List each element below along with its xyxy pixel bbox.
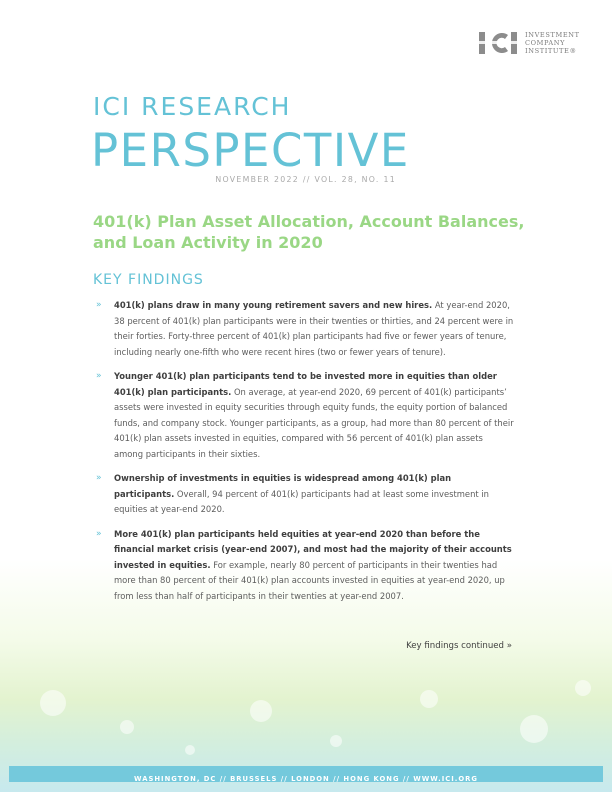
issue-date: NOVEMBER 2022 // VOL. 28, NO. 11 bbox=[215, 175, 396, 184]
chevron-bullet-icon: » bbox=[96, 473, 102, 483]
ici-logo bbox=[478, 30, 588, 56]
bokeh-decoration bbox=[40, 690, 66, 716]
finding-lead: Younger 401(k) plan participants tend to be invested more in equities than older 401(k) plan participants. bbox=[114, 371, 497, 397]
finding-lead: Ownership of investments in equities is widespread among 401(k) plan participants. bbox=[114, 473, 452, 499]
report-title: 401(k) Plan Asset Allocation, Account Balances, and Loan Activity in 2020 bbox=[93, 212, 525, 252]
logo-wordmark bbox=[525, 31, 580, 56]
bokeh-decoration bbox=[250, 700, 272, 722]
logo-line: INSTITUTE® bbox=[525, 47, 577, 56]
chevron-bullet-icon: » bbox=[96, 300, 102, 310]
finding-text: For example, nearly 80 percent of participants in their twenties had more than 80 percent of their 401(k) plan accounts invested in equities at year-end 2020, up from less than half of participants in their twenties at year-end 2007. bbox=[114, 559, 505, 601]
finding-lead: 401(k) plans draw in many young retirement savers and new hires. bbox=[114, 300, 433, 310]
finding-text: Overall, 94 percent of 401(k) participants had at least some investment in equities at year-end 2020. bbox=[114, 488, 489, 514]
footer-locations: WASHINGTON, DC // BRUSSELS // LONDON // HONG KONG // WWW.ICI.ORG bbox=[134, 775, 478, 783]
finding-lead: More 401(k) plan participants held equities at year-end 2020 than before the financial market crisis (year-end 2007), and most had the majority of their accounts invested in equities. bbox=[114, 528, 512, 570]
bokeh-decoration bbox=[520, 715, 548, 743]
key-findings-continued-link[interactable]: Key findings continued » bbox=[406, 641, 512, 651]
key-findings-heading: KEY FINDINGS bbox=[93, 272, 204, 288]
footer-bar bbox=[9, 766, 603, 782]
finding-item bbox=[96, 298, 514, 360]
bokeh-decoration bbox=[575, 680, 591, 696]
key-findings-list bbox=[96, 298, 514, 613]
bokeh-decoration bbox=[185, 745, 195, 755]
finding-item bbox=[96, 527, 514, 605]
finding-text: At year-end 2020, 38 percent of 401(k) plan participants were in their twenties or thirties, and 24 percent were in their forties. Forty-three percent of 401(k) plan participants had five or fewer years of tenure, including nearly one-fifth who were recent hires (two or fewer years of tenure). bbox=[114, 300, 514, 357]
finding-item bbox=[96, 369, 514, 462]
bokeh-decoration bbox=[330, 735, 342, 747]
chevron-bullet-icon: » bbox=[96, 528, 102, 539]
ici-logo-mark-icon bbox=[478, 30, 522, 56]
publication-title: PERSPECTIVE bbox=[91, 124, 410, 177]
bokeh-decoration bbox=[120, 720, 134, 734]
finding-item bbox=[96, 471, 514, 518]
finding-text: On average, at year-end 2020, 69 percent of 401(k) participants’ assets were invested in equity securities through equity funds, the equity portion of balanced funds, and company stock. Younger participants, as a group, had more than 80 percent of their 401(k) plan assets invested in equities, compared with 56 percent of 401(k) plan assets among participants in their sixties. bbox=[114, 386, 514, 459]
series-title: ICI RESEARCH bbox=[93, 92, 292, 121]
logo-line: INVESTMENT bbox=[525, 31, 580, 39]
chevron-bullet-icon: » bbox=[96, 371, 102, 381]
bokeh-decoration bbox=[420, 690, 438, 708]
logo-line: COMPANY bbox=[525, 39, 566, 48]
